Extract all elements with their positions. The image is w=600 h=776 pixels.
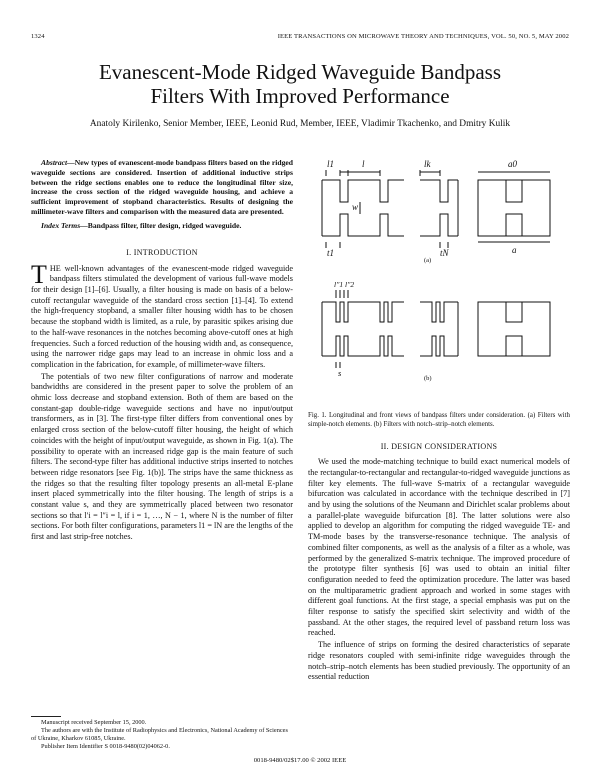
abstract-label: Abstract—	[41, 158, 75, 167]
drop-cap: T	[31, 259, 47, 289]
label-tn: tN	[440, 248, 449, 258]
label-a: a	[512, 245, 517, 255]
footnote-received: Manuscript received September 15, 2000.	[41, 719, 147, 726]
running-header: IEEE TRANSACTIONS ON MICROWAVE THEORY AND TECHNIQUES, VOL. 50, NO. 5, MAY 2002	[277, 33, 569, 40]
left-column	[31, 158, 293, 543]
figure-label-b: (b)	[424, 375, 432, 382]
intro-paragraph-2: The potentials of two new filter configurations of narrow and moderate bandwidths are considered in the present paper to solve the problem of an ohmic loss decrease and stopband extension. Both of them are based on the constant-gap double-ridge waveguide sections and have no input/output transformers, as in [3]. The first-type filter differs from conventional ones by enlarged cross section of the below-cutoff filter housing, the height of which coincides with the height of input/output waveguide, as shown in Fig. 1(a). The possibility to operate with an increased ridge gap is the main feature of such filters. The second-type filter has additional inductive strips inserted to notches between ridge resonators [see Fig. 1(b)]. The strips have the same thickness as the ridges so that the resulting filter topology presents an all-metal E-plane insert placed symmetrically into the filter housing. The length of strips is a constant value s, and they are symmetrically placed between two resonator sections so that l′i = l″i = l, if i = 1, …, N − 1, where N is the number of filter sections. For both filter configurations, parameters l1 = lN are the lengths of the first and last strip-free notches.	[31, 371, 293, 542]
label-w: w	[352, 202, 359, 212]
author-list: Anatoly Kirilenko, Senior Member, IEEE, Leonid Rud, Member, IEEE, Vladimir Tkachenko, and Dmitry Kulik	[89, 119, 511, 129]
section-heading-design: II. DESIGN CONSIDERATIONS	[380, 442, 498, 452]
paper-title	[0, 60, 600, 108]
label-l-top: l	[362, 159, 365, 169]
introduction-body	[31, 259, 293, 543]
figure-1	[308, 152, 570, 402]
copyright-footer: 0018-9480/02$17.00 © 2002 IEEE	[253, 757, 347, 764]
footnote-rule	[31, 716, 61, 717]
label-lpp: l′′1 l′′2	[334, 280, 355, 289]
footnote-identifier: Publisher Item Identifier S 0018-9480(02)04062-0.	[41, 743, 170, 750]
filter-diagram-b	[322, 290, 550, 368]
design-paragraph-1: We used the mode-matching technique to build exact numerical models of the rectangular-to-rectangular and rectangular-to-ridged waveguide junctions as filter key elements. The full-wave S-matrix of a rectangular waveguide bifurcation was calculated in accordance with the technique described in [7] and by using the solutions of the Neumann and Dirichlet scalar problems about a parallel-plate waveguide bifurcation [8]. The latter solutions were also applied to develop an algorithm for computing the ridged waveguide TE- and TM-mode bases by the transverse-resonance technique. The analysis of combined filter components, as well as the analysis of a filter as a whole, was performed by the generalized S-matrix technique. The improved procedure of the prototype filter synthesis [6] was used to obtain an initial filter configuration needed to feed the optimization procedure. The latter was based on the multiparametric gradient approach and worked in some stages with different goal functions. At the first stage, a special emphasis was put on the filter response to satisfy the specified skirt selectivity and width of the passband. At the other stages, the required level of passband return loss was reached.	[308, 457, 570, 638]
index-terms	[31, 221, 293, 231]
intro-paragraph-1: THE well-known advantages of the evanescent-mode ridged waveguide bandpass filters stimulated the development of various full-wave models for their design [1]–[6]. Usually, a filter housing is made on basis of a below-cutoff rectangular waveguide of the standard cross section [1]–[4]. To extend the high-frequency stopband, a smaller filter housing width has to be chosen because the stopband width is limited, as a rule, by parasitic spikes arising due to the half-wave resonances in the notches becoming above-cutoff ones at high frequencies. Such a forced reduction of the housing width and, as consequence, using the narrower ridge gaps may lead to an increase in ohmic loss and a complication in the fabrication, for example, of millimeter-wave filters.	[31, 259, 293, 369]
right-column	[308, 412, 570, 683]
design-paragraph-2: The influence of strips on forming the desired characteristics of separate ridge resonators coupled with semi-infinite ridge waveguides through the notch–strip–notch elements has been studied previously. The opportunity of an essential reduction	[308, 640, 570, 682]
abstract	[31, 158, 293, 217]
label-a0: a0	[508, 159, 517, 169]
index-terms-label: Index Terms—	[41, 220, 88, 230]
title-line-2: Filters With Improved Performance	[150, 84, 450, 108]
figure-label-a: (a)	[424, 257, 432, 264]
label-t1: t1	[327, 248, 335, 258]
section-heading-introduction: I. INTRODUCTION	[126, 247, 198, 257]
index-terms-text: Bandpass filter, filter design, ridged waveguide.	[87, 220, 242, 230]
figure-caption: Fig. 1. Longitudinal and front views of bandpass filters under consideration. (a) Filters with simple-notch elements. (b) Filters with notch–strip–notch elements.	[308, 412, 570, 428]
footnote-affiliation: The authors are with the Institute of Radiophysics and Electronics, National Academy of Sciences of Ukraine, Kharkov 61085, Ukraine.	[31, 727, 288, 742]
footnote	[31, 719, 293, 751]
abstract-text: New types of evanescent-mode bandpass filters based on the ridged waveguide sections are considered. Insertion of additional inductive strips between the ridge sections enables one to reduce the longitudinal filter size, increase the cross section of the ridged waveguide housing, and achieve a sufficient improvement of stopband characteristics. Results of designing the millimeter-wave filters and comparison with the measured data are presented.	[31, 158, 293, 216]
title-line-1: Evanescent-Mode Ridged Waveguide Bandpass	[98, 60, 502, 84]
label-lk-top: lk	[424, 159, 431, 169]
label-s: s	[338, 368, 342, 378]
label-l1-top: l1	[327, 159, 335, 169]
design-body	[308, 457, 570, 683]
page-number: 1324	[31, 33, 45, 40]
